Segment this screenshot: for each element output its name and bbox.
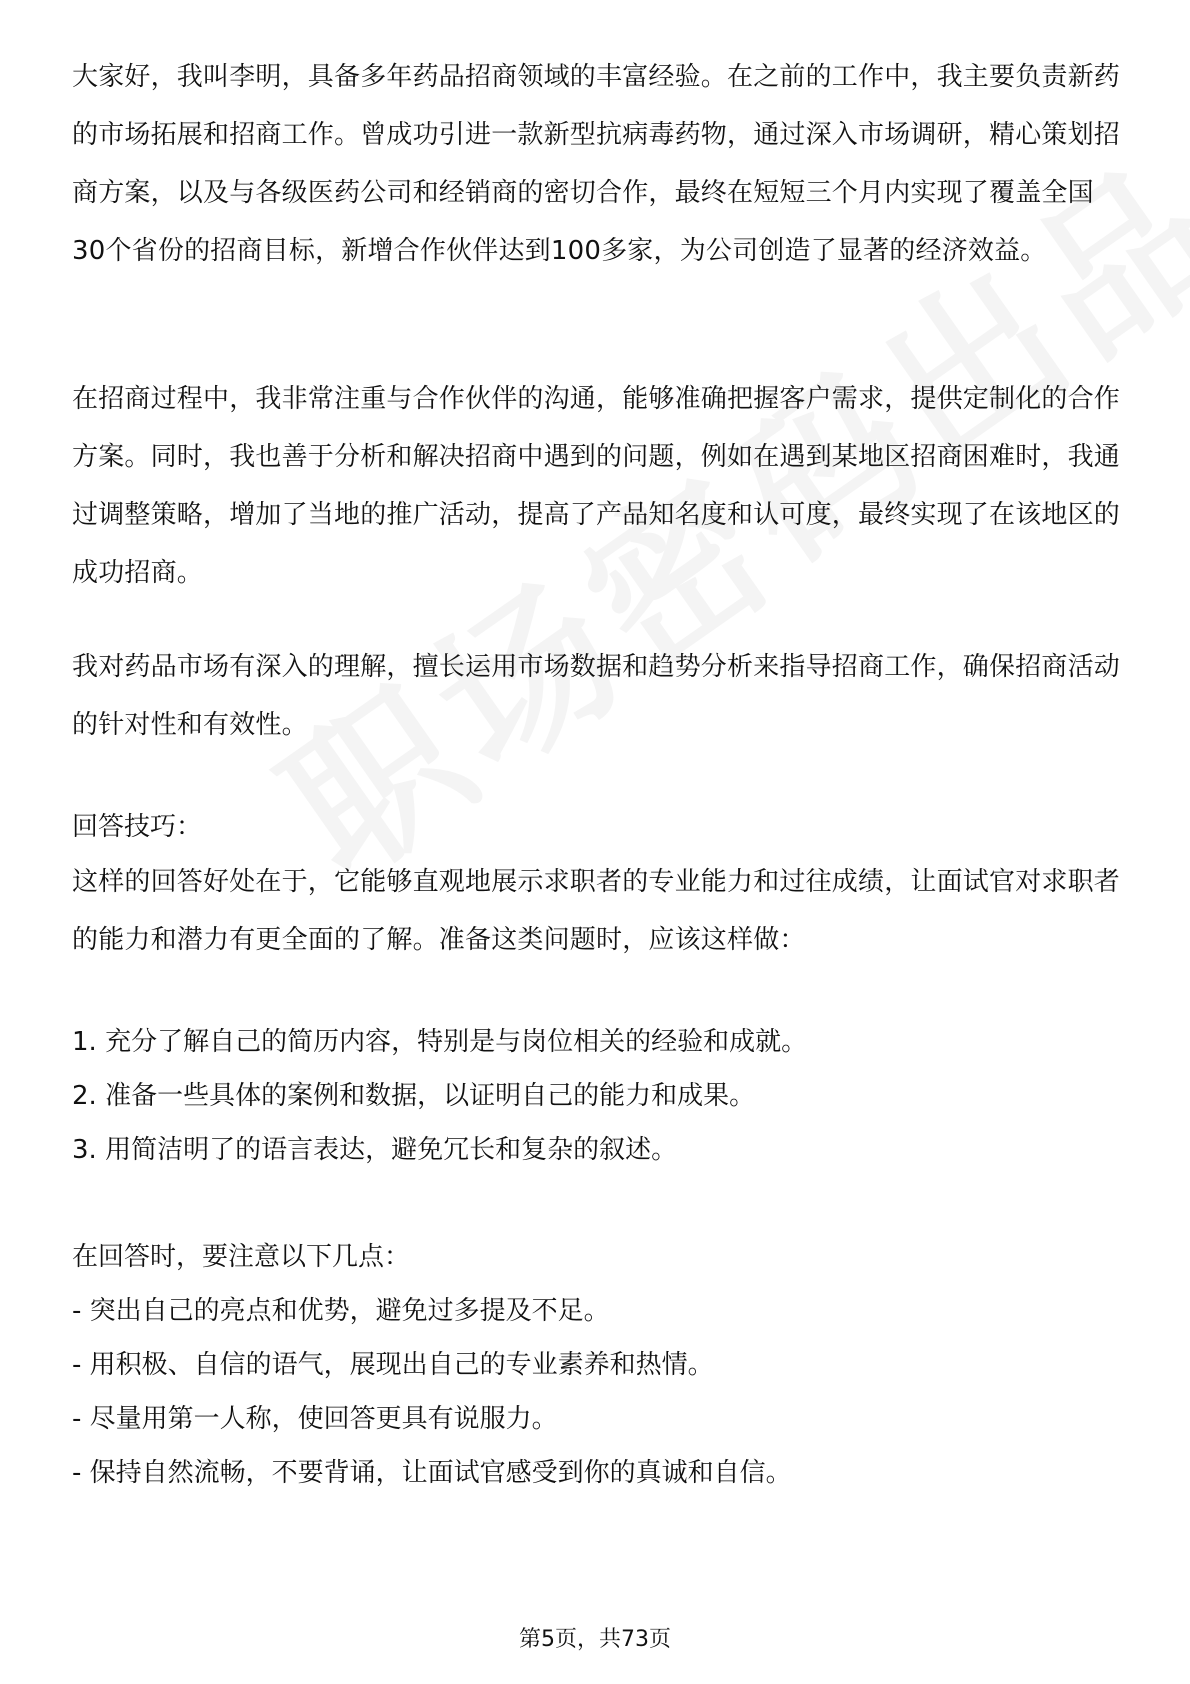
page-number: 第5页，共73页 [519,1627,671,1652]
paragraph-process: 在招商过程中，我非常注重与合作伙伴的沟通，能够准确把握客户需求，提供定制化的合作方案。同时，我也善于分析和解决招商中遇到的问题，例如在遇到某地区招商困难时，我通过调整策略，增加了当地的推广活动，提高了产品知名度和认可度，最终实现了在该地区的成功招商。 [72,384,1121,588]
list-item: - 保持自然流畅，不要背诵，让面试官感受到你的真诚和自信。 [72,1458,792,1488]
paragraph-market: 我对药品市场有深入的理解，擅长运用市场数据和趋势分析来指导招商工作，确保招商活动的针对性和有效性。 [72,652,1121,740]
list-item: - 突出自己的亮点和优势，避免过多提及不足。 [72,1296,610,1326]
notes-heading: 在回答时，要注意以下几点： [72,1242,411,1272]
tips-heading: 回答技巧： [72,812,203,842]
list-item: 3. 用简洁明了的语言表达，避免冗长和复杂的叙述。 [72,1135,678,1165]
list-item: 1. 充分了解自己的简历内容，特别是与岗位相关的经验和成就。 [72,1027,808,1057]
list-item: 2. 准备一些具体的案例和数据，以证明自己的能力和成果。 [72,1081,756,1111]
paragraph-intro: 大家好，我叫李明，具备多年药品招商领域的丰富经验。在之前的工作中，我主要负责新药的市场拓展和招商工作。曾成功引进一款新型抗病毒药物，通过深入市场调研，精心策划招商方案，以及与各级医药公司和经销商的密切合作，最终在短短三个月内实现了覆盖全国30个省份的招商目标，新增合作伙伴达到100多家，为公司创造了显著的经济效益。 [72,62,1121,266]
list-item: - 用积极、自信的语气，展现出自己的专业素养和热情。 [72,1350,714,1380]
tips-body: 这样的回答好处在于，它能够直观地展示求职者的专业能力和过往成绩，让面试官对求职者的能力和潜力有更全面的了解。准备这类问题时，应该这样做： [72,867,1121,955]
list-item: - 尽量用第一人称，使回答更具有说服力。 [72,1404,558,1434]
